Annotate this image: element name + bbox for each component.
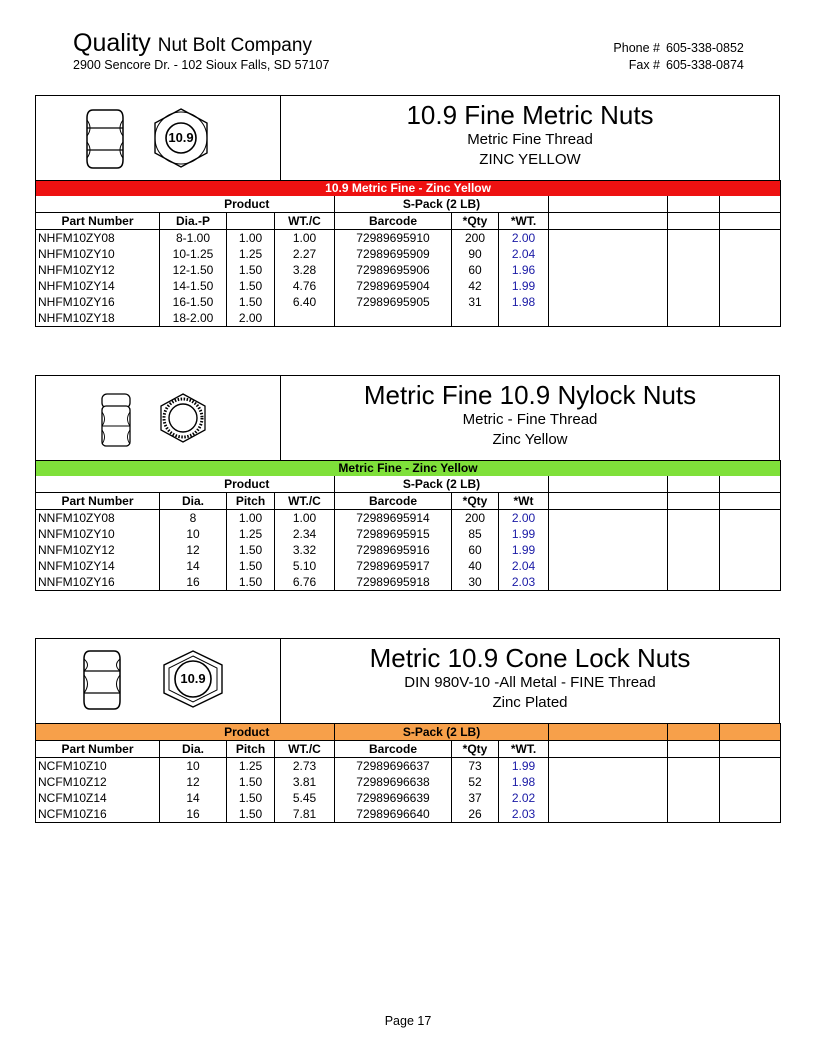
qty: 200 <box>452 510 499 527</box>
band-label: Metric Fine - Zinc Yellow <box>36 461 781 477</box>
part-number: NCFM10Z12 <box>36 774 160 790</box>
band-label: 10.9 Metric Fine - Zinc Yellow <box>36 181 781 197</box>
pitch: 1.00 <box>227 510 275 527</box>
weight: 7.81 <box>275 806 335 823</box>
section-header <box>35 638 780 723</box>
barcode: 72989696639 <box>335 790 452 806</box>
section-title: 10.9 Fine Metric Nuts <box>406 100 654 130</box>
grade-badge-text: 10.9 <box>180 671 206 686</box>
part-number: NHFM10ZY14 <box>36 278 160 294</box>
barcode: 72989695904 <box>335 278 452 294</box>
col-part-number: Part Number <box>36 213 160 230</box>
table-row <box>36 510 781 527</box>
wt: 1.99 <box>499 542 549 558</box>
pitch: 1.50 <box>227 262 275 278</box>
part-number: NHFM10ZY12 <box>36 262 160 278</box>
table-row <box>36 806 781 823</box>
company-name-rest: Nut Bolt Company <box>157 35 312 56</box>
wt: 1.99 <box>499 526 549 542</box>
table-row <box>36 558 781 574</box>
col-qty: *Qty <box>452 493 499 510</box>
section-subtitle: Metric Fine Thread <box>467 131 593 148</box>
weight: 6.76 <box>275 574 335 591</box>
wt: 2.04 <box>499 246 549 262</box>
col-part-number: Part Number <box>36 493 160 510</box>
section-finish: Zinc Plated <box>492 694 568 711</box>
wt: 1.99 <box>499 758 549 775</box>
section-title: Metric Fine 10.9 Nylock Nuts <box>363 380 697 410</box>
pitch: 1.25 <box>227 246 275 262</box>
dia: 16-1.50 <box>160 294 227 310</box>
product-image-cell <box>36 376 281 460</box>
pitch: 2.00 <box>227 310 275 327</box>
section-nylock-nuts <box>35 375 780 591</box>
weight: 2.73 <box>275 758 335 775</box>
part-number: NNFM10ZY10 <box>36 526 160 542</box>
weight: 2.27 <box>275 246 335 262</box>
qty: 40 <box>452 558 499 574</box>
qty: 31 <box>452 294 499 310</box>
col-pitch <box>227 213 275 230</box>
part-number: NCFM10Z10 <box>36 758 160 775</box>
wt: 1.98 <box>499 774 549 790</box>
qty: 90 <box>452 246 499 262</box>
group-header-row <box>36 196 781 213</box>
col-weight: WT./C <box>275 493 335 510</box>
nylock-nut-top-icon <box>157 392 209 444</box>
table-row <box>36 262 781 278</box>
qty: 60 <box>452 542 499 558</box>
weight <box>275 310 335 327</box>
weight: 4.76 <box>275 278 335 294</box>
wt: 2.03 <box>499 574 549 591</box>
part-number: NNFM10ZY12 <box>36 542 160 558</box>
part-number: NHFM10ZY10 <box>36 246 160 262</box>
company-address: 2900 Sencore Dr. - 102 Sioux Falls, SD 57107 <box>73 58 330 72</box>
dia: 14 <box>160 558 227 574</box>
group-header-row <box>36 724 781 741</box>
weight: 1.00 <box>275 230 335 247</box>
group-pack-label: S-Pack (2 LB) <box>335 196 549 213</box>
section-header <box>35 375 780 460</box>
wt <box>499 310 549 327</box>
dia: 14 <box>160 790 227 806</box>
dia: 12 <box>160 774 227 790</box>
qty: 52 <box>452 774 499 790</box>
pitch: 1.00 <box>227 230 275 247</box>
product-image-cell <box>36 96 281 180</box>
table-row <box>36 246 781 262</box>
product-table <box>35 180 781 327</box>
band-row <box>36 461 781 477</box>
pitch: 1.25 <box>227 526 275 542</box>
wt: 1.96 <box>499 262 549 278</box>
pitch: 1.50 <box>227 574 275 591</box>
product-table <box>35 460 781 591</box>
contact-block <box>600 40 744 74</box>
column-header-row <box>36 213 781 230</box>
part-number: NCFM10Z14 <box>36 790 160 806</box>
section-title: Metric 10.9 Cone Lock Nuts <box>369 643 691 673</box>
pitch: 1.50 <box>227 806 275 823</box>
col-weight: WT./C <box>275 741 335 758</box>
dia: 8-1.00 <box>160 230 227 247</box>
dia: 10 <box>160 526 227 542</box>
column-header-row <box>36 493 781 510</box>
barcode: 72989696638 <box>335 774 452 790</box>
part-number: NHFM10ZY18 <box>36 310 160 327</box>
wt: 2.03 <box>499 806 549 823</box>
qty: 26 <box>452 806 499 823</box>
pitch: 1.50 <box>227 774 275 790</box>
wt: 2.00 <box>499 510 549 527</box>
dia: 12-1.50 <box>160 262 227 278</box>
qty: 42 <box>452 278 499 294</box>
group-pack-label: S-Pack (2 LB) <box>335 724 549 741</box>
barcode: 72989695918 <box>335 574 452 591</box>
barcode: 72989695909 <box>335 246 452 262</box>
grade-badge-text: 10.9 <box>168 130 194 145</box>
part-number: NHFM10ZY08 <box>36 230 160 247</box>
part-number: NNFM10ZY16 <box>36 574 160 591</box>
section-title-cell <box>281 96 779 180</box>
qty: 200 <box>452 230 499 247</box>
section-finish: Zinc Yellow <box>492 431 568 448</box>
barcode: 72989695910 <box>335 230 452 247</box>
table-row <box>36 278 781 294</box>
barcode: 72989695917 <box>335 558 452 574</box>
table-row <box>36 790 781 806</box>
section-fine-metric-nuts <box>35 95 780 327</box>
section-title-cell <box>281 639 779 723</box>
cone-lock-nut-side-icon <box>82 649 122 711</box>
company-name <box>73 29 312 58</box>
qty: 37 <box>452 790 499 806</box>
dia: 14-1.50 <box>160 278 227 294</box>
band-row <box>36 181 781 197</box>
barcode: 72989695914 <box>335 510 452 527</box>
table-row <box>36 230 781 247</box>
pitch: 1.50 <box>227 278 275 294</box>
table-row <box>36 526 781 542</box>
fax-label: Fax # <box>628 58 660 72</box>
wt: 1.99 <box>499 278 549 294</box>
table-row <box>36 758 781 775</box>
table-row <box>36 310 781 327</box>
weight: 3.32 <box>275 542 335 558</box>
section-header <box>35 95 780 180</box>
phone-number: 605-338-0852 <box>666 41 744 55</box>
qty: 73 <box>452 758 499 775</box>
part-number: NHFM10ZY16 <box>36 294 160 310</box>
barcode: 72989696637 <box>335 758 452 775</box>
group-product-label: Product <box>160 196 335 213</box>
dia: 16 <box>160 574 227 591</box>
section-subtitle: DIN 980V-10 -All Metal - FINE Thread <box>404 674 656 691</box>
group-header-row <box>36 476 781 493</box>
col-dia: Dia. <box>160 493 227 510</box>
col-barcode: Barcode <box>335 741 452 758</box>
pitch: 1.50 <box>227 790 275 806</box>
weight: 3.81 <box>275 774 335 790</box>
qty <box>452 310 499 327</box>
wt: 2.02 <box>499 790 549 806</box>
barcode: 72989695915 <box>335 526 452 542</box>
pitch: 1.25 <box>227 758 275 775</box>
col-qty: *Qty <box>452 741 499 758</box>
table-row <box>36 294 781 310</box>
weight: 1.00 <box>275 510 335 527</box>
col-part-number: Part Number <box>36 741 160 758</box>
barcode: 72989695906 <box>335 262 452 278</box>
qty: 30 <box>452 574 499 591</box>
pitch: 1.50 <box>227 558 275 574</box>
qty: 60 <box>452 262 499 278</box>
nylock-nut-side-icon <box>100 392 132 448</box>
weight: 2.34 <box>275 526 335 542</box>
col-wt: *Wt <box>499 493 549 510</box>
phone-label: Phone # <box>613 41 660 55</box>
col-dia: Dia.-P <box>160 213 227 230</box>
dia: 18-2.00 <box>160 310 227 327</box>
wt: 1.98 <box>499 294 549 310</box>
group-pack-label: S-Pack (2 LB) <box>335 476 549 493</box>
product-image-cell <box>36 639 281 723</box>
table-row <box>36 574 781 591</box>
section-cone-lock-nuts <box>35 638 780 823</box>
pitch: 1.50 <box>227 294 275 310</box>
hex-nut-side-icon <box>85 108 125 170</box>
page-number: Page 17 <box>384 1014 432 1028</box>
section-finish: ZINC YELLOW <box>479 151 581 168</box>
barcode: 72989695905 <box>335 294 452 310</box>
col-pitch: Pitch <box>227 493 275 510</box>
dia: 12 <box>160 542 227 558</box>
section-subtitle: Metric - Fine Thread <box>462 411 598 428</box>
col-dia: Dia. <box>160 741 227 758</box>
weight: 3.28 <box>275 262 335 278</box>
col-weight: WT./C <box>275 213 335 230</box>
wt: 2.04 <box>499 558 549 574</box>
fax-number: 605-338-0874 <box>666 58 744 72</box>
group-product-label: Product <box>160 476 335 493</box>
qty: 85 <box>452 526 499 542</box>
dia: 16 <box>160 806 227 823</box>
col-pitch: Pitch <box>227 741 275 758</box>
column-header-row <box>36 741 781 758</box>
weight: 6.40 <box>275 294 335 310</box>
barcode: 72989695916 <box>335 542 452 558</box>
table-row <box>36 774 781 790</box>
weight: 5.10 <box>275 558 335 574</box>
product-table <box>35 723 781 823</box>
col-barcode: Barcode <box>335 213 452 230</box>
wt: 2.00 <box>499 230 549 247</box>
group-product-label: Product <box>160 724 335 741</box>
part-number: NCFM10Z16 <box>36 806 160 823</box>
part-number: NNFM10ZY14 <box>36 558 160 574</box>
barcode: 72989696640 <box>335 806 452 823</box>
col-wt: *WT. <box>499 213 549 230</box>
dia: 10-1.25 <box>160 246 227 262</box>
col-wt: *WT. <box>499 741 549 758</box>
pitch: 1.50 <box>227 542 275 558</box>
table-row <box>36 542 781 558</box>
col-barcode: Barcode <box>335 493 452 510</box>
section-title-cell <box>281 376 779 460</box>
company-name-word1: Quality <box>73 29 151 57</box>
col-qty: *Qty <box>452 213 499 230</box>
part-number: NNFM10ZY08 <box>36 510 160 527</box>
barcode <box>335 310 452 327</box>
dia: 10 <box>160 758 227 775</box>
weight: 5.45 <box>275 790 335 806</box>
dia: 8 <box>160 510 227 527</box>
